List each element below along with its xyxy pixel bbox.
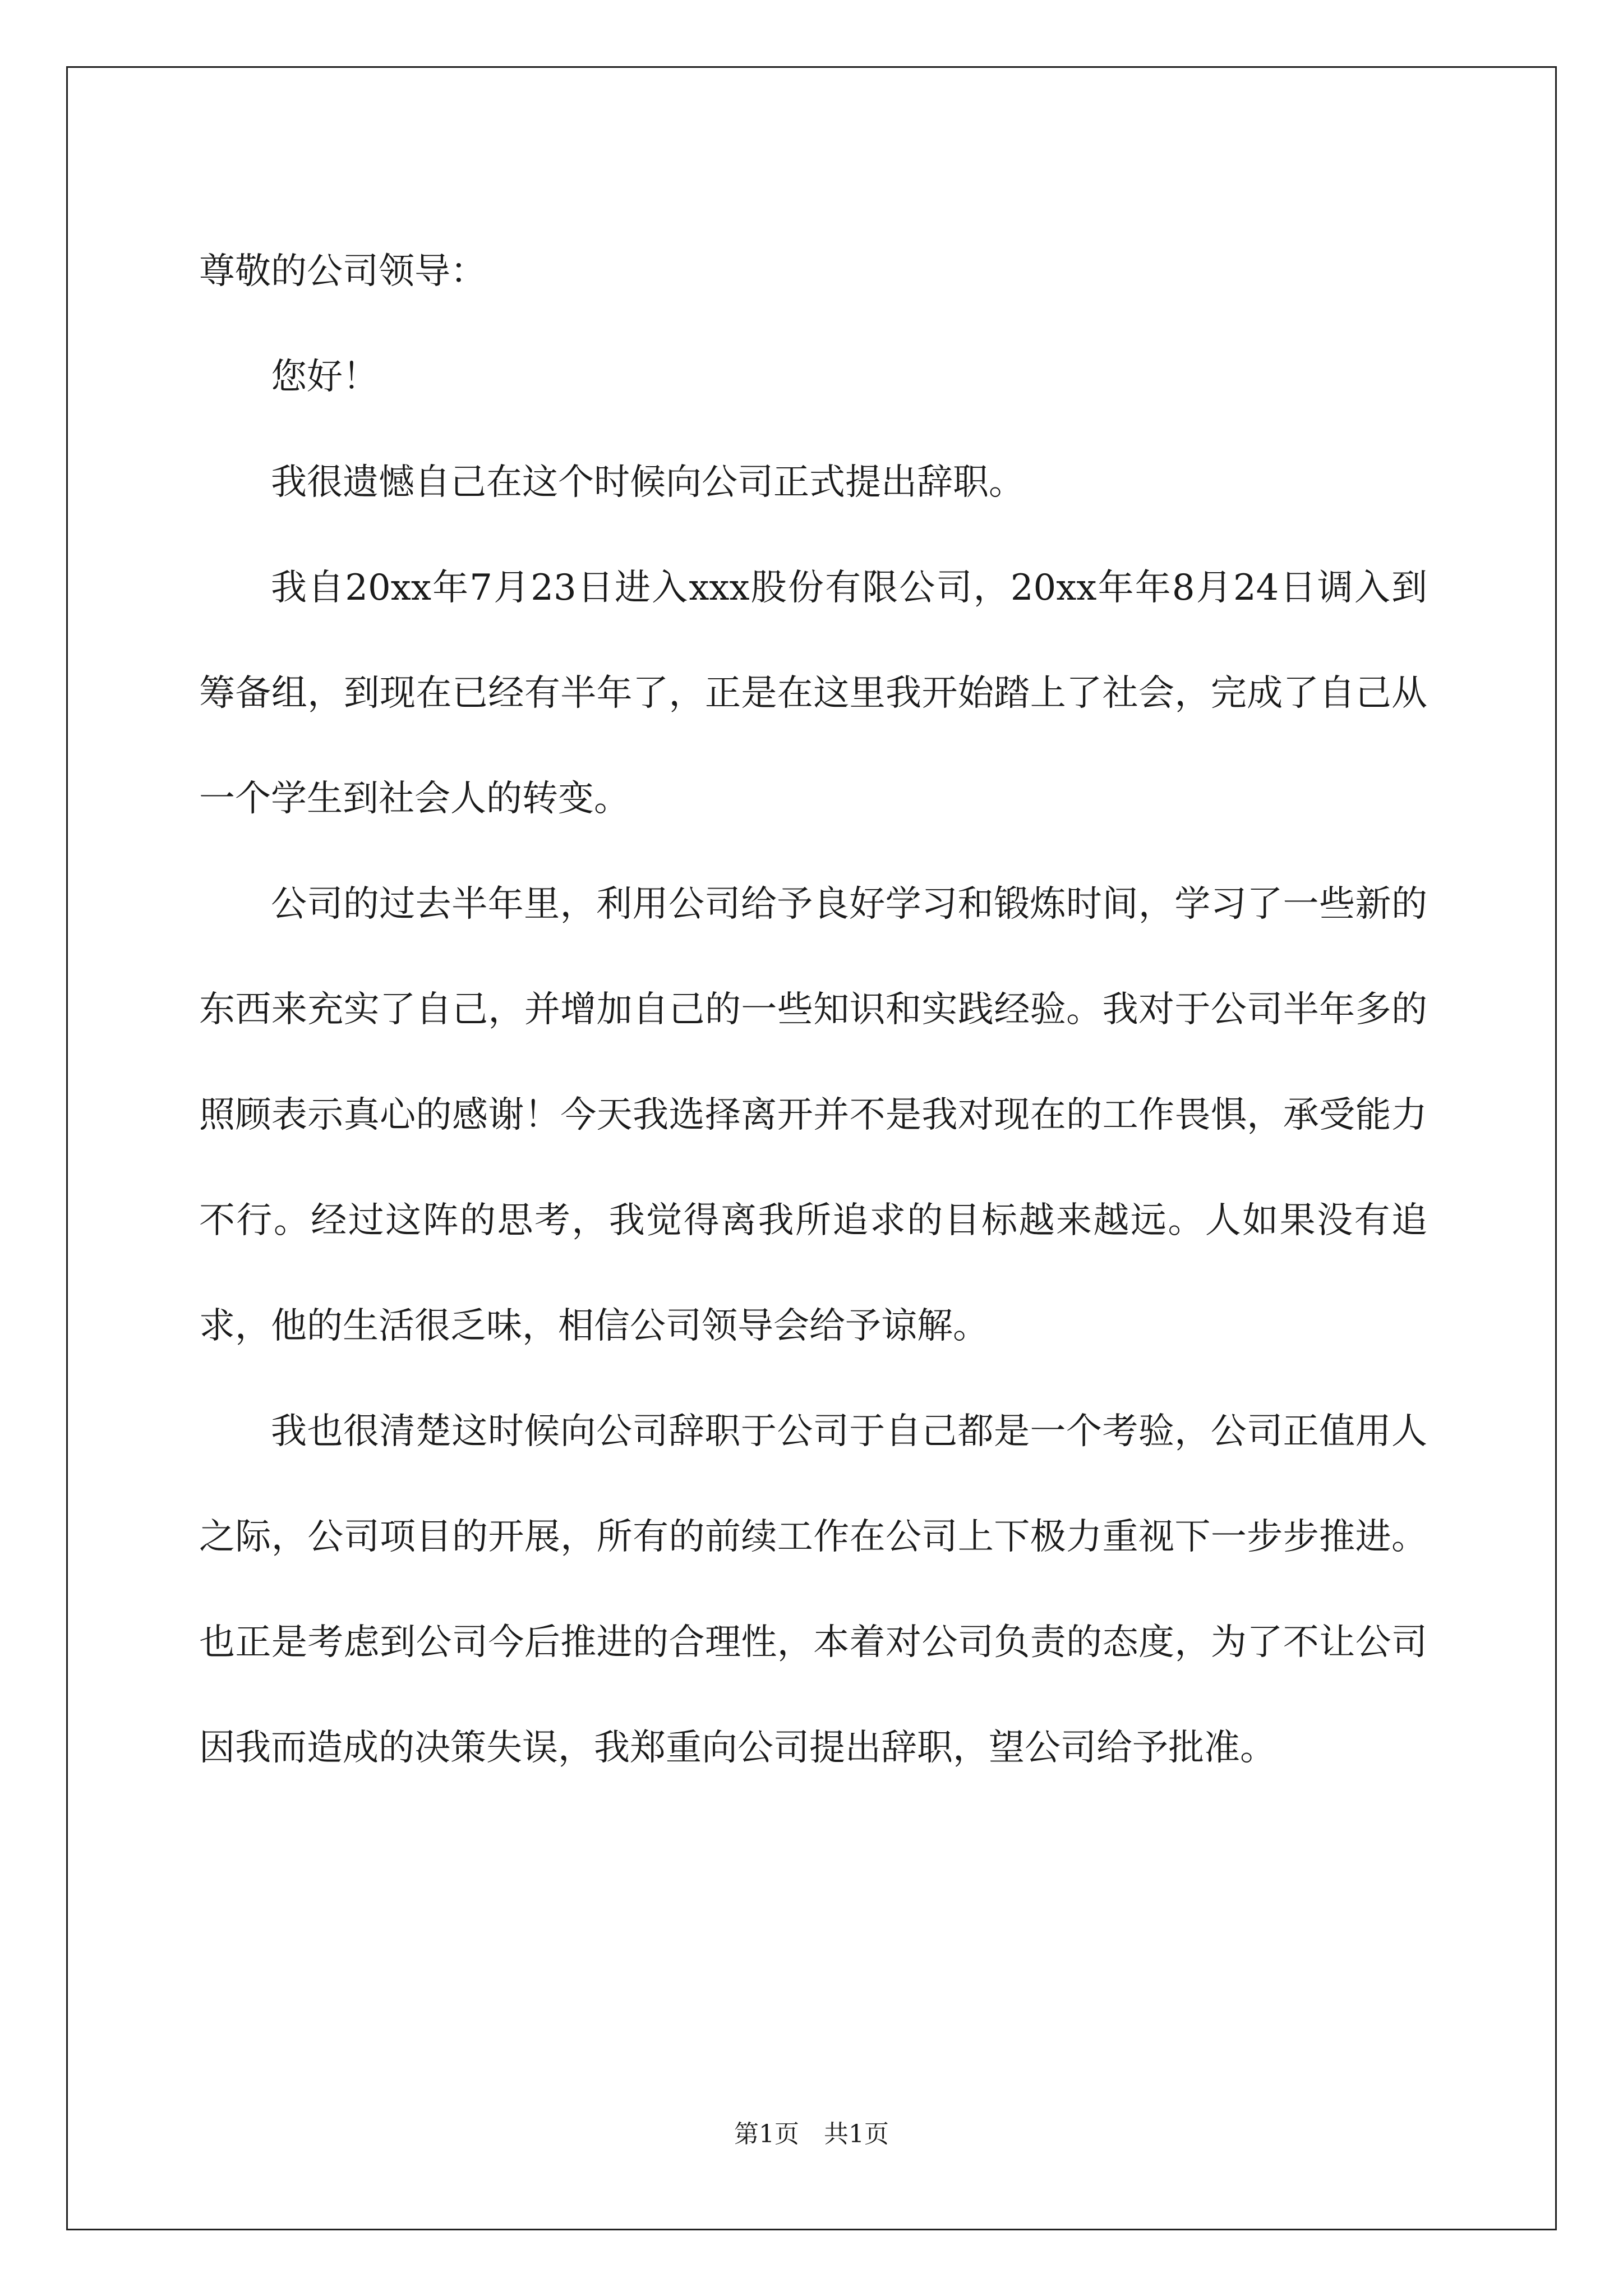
- paragraph-request: 我也很清楚这时候向公司辞职于公司于自己都是一个考验，公司正值用人之际，公司项目的开展，所有的前续工作在公司上下极力重视下一步步推进。也正是考虑到公司今后推进的合理性，本着对公司负责的态度，为了不让公司因我而造成的决策失误，我郑重向公司提出辞职，望公司给予批准。: [199, 1411, 1427, 1769]
- paragraph-resignation-statement: 我很遗憾自己在这个时候向公司正式提出辞职。: [271, 462, 1025, 503]
- letter-body: [199, 219, 1427, 1801]
- paragraph-background: 我自20xx年7月23日进入xxx股份有限公司，20xx年年8月24日调入到筹备组，到现在已经有半年了，正是在这里我开始踏上了社会，完成了自己从一个学生到社会人的转变。: [199, 567, 1427, 820]
- paragraph-reasons: 公司的过去半年里，利用公司给予良好学习和锻炼时间，学习了一些新的东西来充实了自己，并增加自己的一些知识和实践经验。我对于公司半年多的照顾表示真心的感谢！今天我选择离开并不是我对现在的工作畏惧，承受能力不行。经过这阵的思考，我觉得离我所追求的目标越来越远。人如果没有追求，他的生活很乏味，相信公司领导会给予谅解。: [199, 884, 1427, 1347]
- page-number-current: 第1页: [734, 2120, 799, 2148]
- page-footer: [0, 2114, 1623, 2150]
- paragraph-greeting: 您好！: [271, 356, 379, 398]
- salutation: 尊敬的公司领导：: [199, 251, 486, 292]
- page-number-total: 共1页: [824, 2120, 889, 2148]
